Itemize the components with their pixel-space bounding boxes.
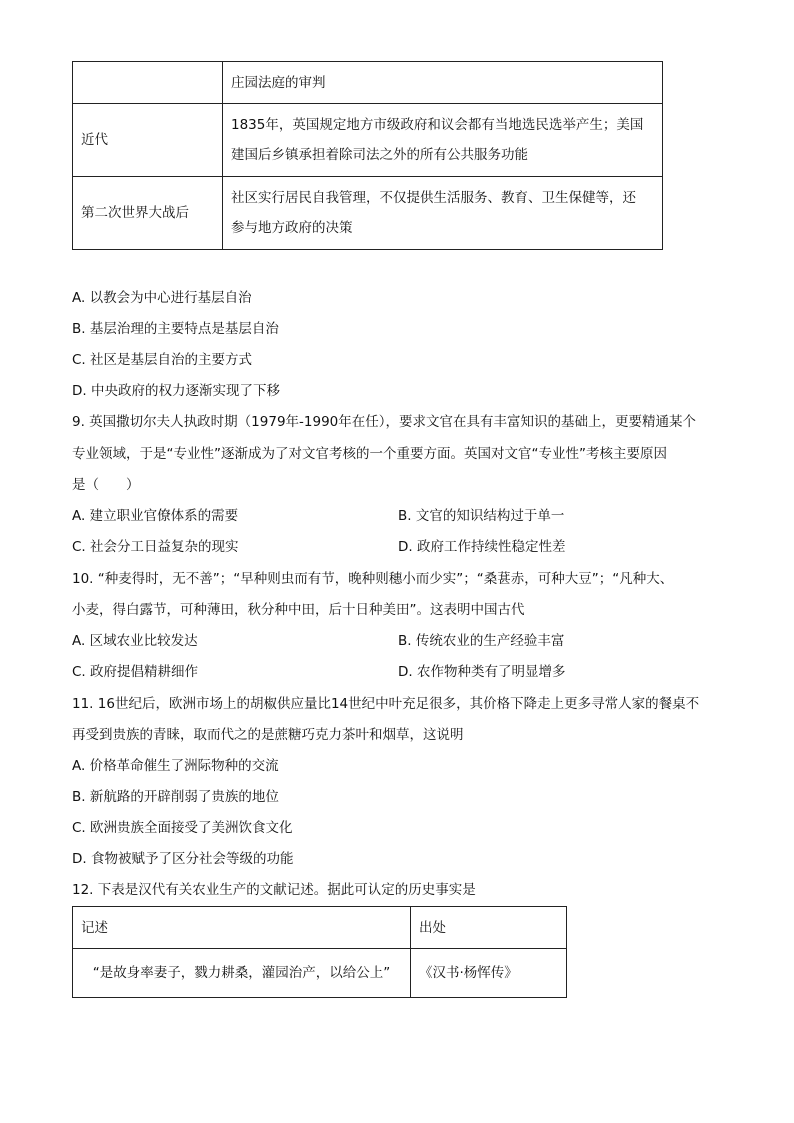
table-row	[73, 949, 567, 998]
q9-option-b[interactable]: B. 文官的知识结构过于单一	[398, 508, 565, 524]
q11-stem-line: 再受到贵族的青睐，取而代之的是蔗糖巧克力茶叶和烟草，这说明	[72, 727, 464, 743]
content-line: 1835年，英国规定地方市级政府和议会都有当地选民选举产生；美国	[231, 117, 644, 133]
period-cell: 第二次世界大战后	[73, 177, 223, 250]
period-cell: 近代	[73, 104, 223, 177]
q8-option-c[interactable]: C. 社区是基层自治的主要方式	[72, 352, 253, 368]
content-line: 庄园法庭的审判	[231, 74, 326, 91]
q10-stem-line: 小麦，得白露节，可种薄田，秋分种中田，后十日种美田”。这表明中国古代	[72, 602, 525, 618]
q11-option-c[interactable]: C. 欧洲贵族全面接受了美洲饮食文化	[72, 820, 293, 836]
q8-option-b[interactable]: B. 基层治理的主要特点是基层自治	[72, 321, 279, 337]
table-row	[73, 62, 663, 104]
table-cell: “是故身率妻子，戮力耕桑，灌园治产，以给公上”	[73, 949, 411, 998]
q11-option-d[interactable]: D. 食物被赋予了区分社会等级的功能	[72, 851, 294, 867]
content-line: 社区实行居民自我管理，不仅提供生活服务、教育、卫生保健等，还	[231, 190, 636, 206]
q8-option-d[interactable]: D. 中央政府的权力逐渐实现了下移	[72, 383, 280, 399]
q10-stem-line: 10. “种麦得时，无不善”；“早种则虫而有节，晚种则穗小而少实”；“桑葚赤，可种大豆”；“凡种大、	[72, 571, 674, 587]
table-cell: 《汉书·杨恽传》	[411, 949, 567, 998]
header-cell: 出处	[411, 907, 567, 949]
q8-option-a[interactable]: A. 以教会为中心进行基层自治	[72, 290, 252, 306]
q9-option-a[interactable]: A. 建立职业官僚体系的需要	[72, 508, 239, 524]
q11-option-b[interactable]: B. 新航路的开辟削弱了贵族的地位	[72, 789, 279, 805]
header-cell: 记述	[73, 907, 411, 949]
q11-stem-line: 11. 16世纪后，欧洲市场上的胡椒供应量比14世纪中叶充足很多，其价格下降走上更多寻常人家的餐桌不	[72, 696, 700, 712]
q9-stem-line: 9. 英国撒切尔夫人执政时期（1979年-1990年在任），要求文官在具有丰富知识的基础上，更要精通某个	[72, 414, 697, 430]
content-cell	[223, 62, 663, 104]
period-cell	[73, 62, 223, 104]
q10-option-a[interactable]: A. 区域农业比较发达	[72, 633, 198, 649]
content-line: 建国后乡镇承担着除司法之外的所有公共服务功能	[231, 147, 528, 163]
table-header-row	[73, 907, 567, 949]
q12-stem-line: 12. 下表是汉代有关农业生产的文献记述。据此可认定的历史事实是	[72, 882, 476, 898]
feudal-governance-table	[72, 61, 663, 250]
q9-stem-line: 是（ ）	[72, 477, 140, 493]
q9-option-c[interactable]: C. 社会分工日益复杂的现实	[72, 539, 239, 555]
q10-option-c[interactable]: C. 政府提倡精耕细作	[72, 664, 199, 680]
content-line: 参与地方政府的决策	[231, 220, 353, 236]
content-cell	[223, 104, 663, 177]
content-cell	[223, 177, 663, 250]
q10-option-b[interactable]: B. 传统农业的生产经验丰富	[398, 633, 565, 649]
q9-option-d[interactable]: D. 政府工作持续性稳定性差	[398, 539, 566, 555]
q11-option-a[interactable]: A. 价格革命催生了洲际物种的交流	[72, 758, 279, 774]
q10-option-d[interactable]: D. 农作物种类有了明显增多	[398, 664, 566, 680]
q9-stem-line: 专业领域，于是“专业性”逐渐成为了对文官考核的一个重要方面。英国对文官“专业性”考核主要原因	[72, 446, 667, 462]
han-agriculture-table	[72, 906, 567, 998]
table-row	[73, 177, 663, 250]
table-row	[73, 104, 663, 177]
